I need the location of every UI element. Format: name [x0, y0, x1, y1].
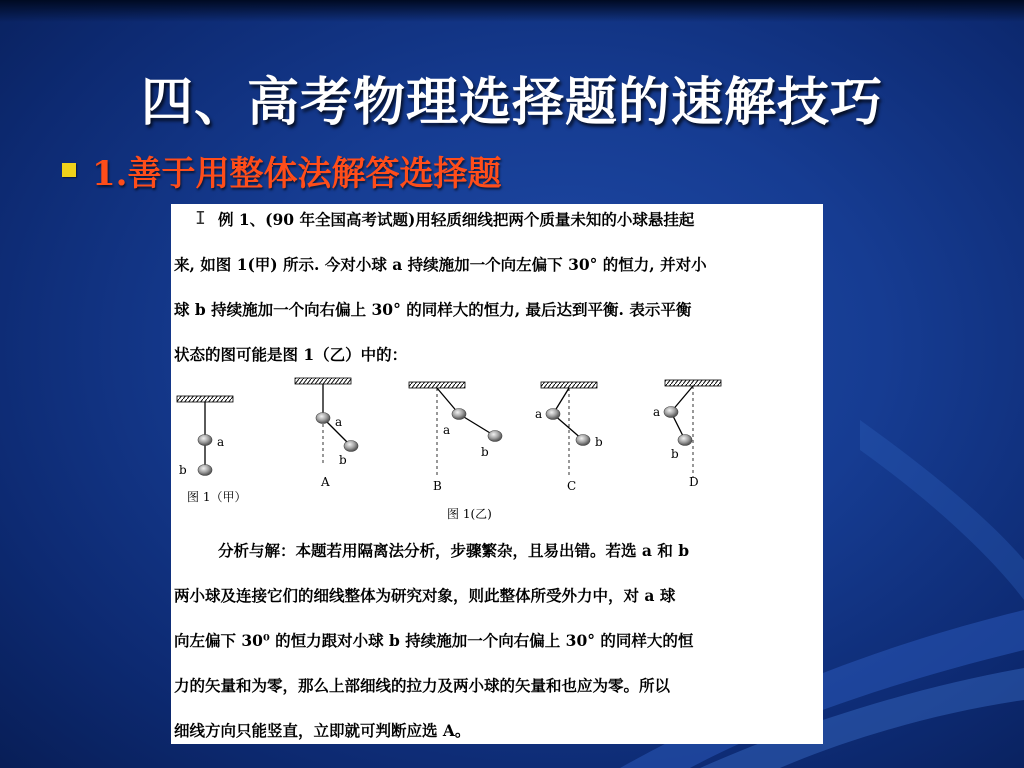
option-c-figure	[535, 382, 603, 493]
pendulum-figure	[171, 374, 823, 534]
figure-jia	[177, 396, 246, 504]
question-paragraph	[174, 208, 820, 388]
ball-b-label: b	[481, 445, 489, 459]
figure-caption-yi: 图 1(乙)	[447, 507, 492, 521]
ball-a-label: a	[443, 423, 451, 437]
analysis-line: 力的矢量和为零，那么上部细线的拉力及两小球的矢量和也应为零。所以	[174, 676, 671, 695]
question-line: 例 1、(90 年全国高考试题)用轻质细线把两个质量未知的小球悬挂起	[218, 210, 695, 229]
question-line: 球 b 持续施加一个向右偏上 30° 的同样大的恒力, 最后达到平衡. 表示平衡	[174, 300, 692, 319]
ball-a-label: a	[535, 407, 543, 421]
question-line: 来, 如图 1(甲) 所示. 今对小球 a 持续施加一个向左偏下 30° 的恒力, 并对小	[174, 255, 707, 274]
ball-b-label: b	[179, 463, 187, 477]
option-d-figure	[653, 380, 721, 489]
analysis-line: 分析与解：本题若用隔离法分析，步骤繁杂，且易出错。若选 a 和 b	[218, 541, 690, 560]
analysis-line: 两小球及连接它们的细线整体为研究对象，则此整体所受外力中，对 a 球	[174, 586, 676, 605]
text-cursor-icon: I	[195, 208, 206, 229]
option-a-figure	[295, 378, 358, 489]
option-label-d: D	[689, 475, 699, 489]
bullet-square-icon	[62, 163, 76, 177]
option-label-c: C	[567, 479, 577, 493]
document-image	[171, 204, 823, 744]
ball-b-label: b	[671, 447, 679, 461]
option-b-figure	[409, 382, 502, 493]
ball-b-label: b	[595, 435, 603, 449]
analysis-line: 向左偏下 30⁰ 的恒力跟对小球 b 持续施加一个向右偏上 30° 的同样大的恒	[174, 631, 694, 650]
question-line: 状态的图可能是图 1（乙）中的：	[174, 345, 408, 364]
bullet-text: 1.善于用整体法解答选择题	[92, 153, 502, 194]
analysis-line: 细线方向只能竖直，立即就可判断应选 A。	[174, 721, 471, 740]
figure-caption-jia: 图 1（甲）	[187, 490, 247, 504]
analysis-paragraph	[174, 539, 820, 764]
slide-title: 四、高考物理选择题的速解技巧	[140, 72, 883, 133]
ball-a-label: a	[653, 405, 661, 419]
ball-b-label: b	[339, 453, 347, 467]
bullet-point	[62, 148, 502, 192]
option-label-a: A	[321, 475, 330, 489]
ball-a-label: a	[217, 435, 225, 449]
ball-a-label: a	[335, 415, 343, 429]
option-label-b: B	[433, 479, 442, 493]
